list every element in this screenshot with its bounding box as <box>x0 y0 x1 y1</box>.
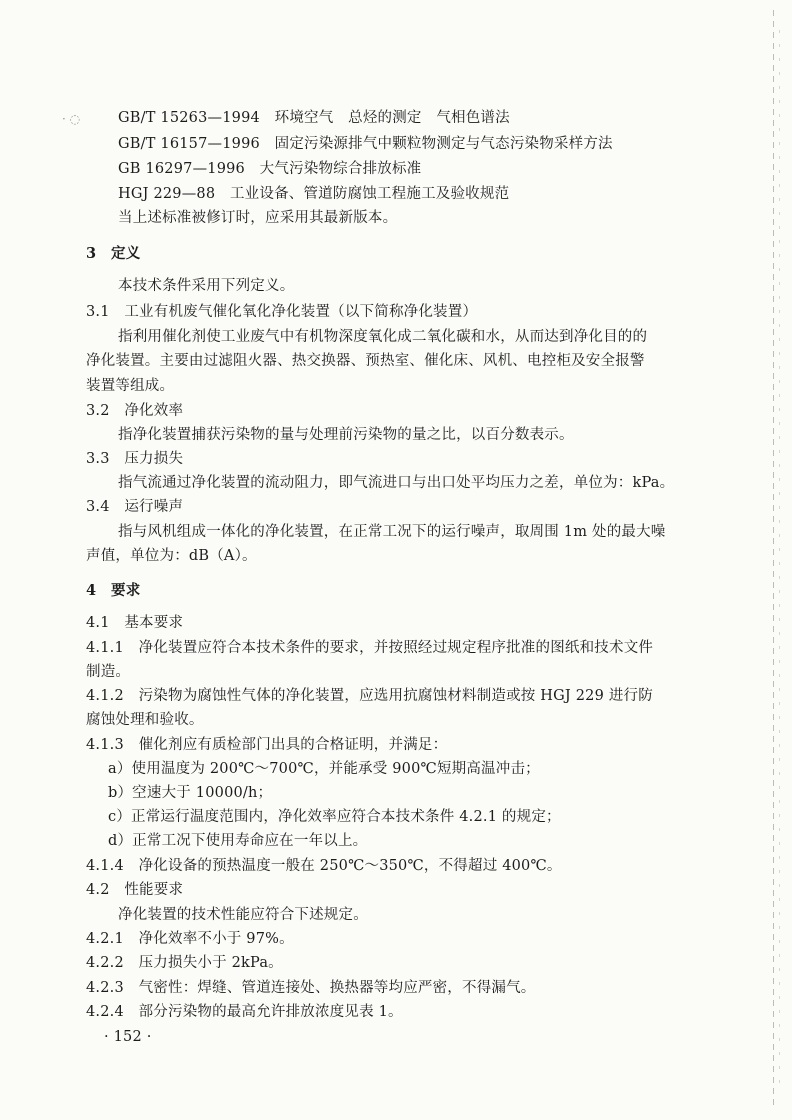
clause-4-2-3: 4.2.3 气密性：焊缝、管道连接处、换热器等均应严密，不得漏气。 <box>86 980 536 996</box>
clause-3-2-body: 指净化装置捕获污染物的量与处理前污染物的量之比，以百分数表示。 <box>118 427 574 443</box>
clause-4-1-1-line1: 4.1.1 净化装置应符合本技术条件的要求，并按照经过规定程序批准的图纸和技术文件 <box>86 640 654 656</box>
clause-4-1-2-line2: 腐蚀处理和验收。 <box>86 712 204 728</box>
clause-3-3-title: 3.3 压力损失 <box>86 451 184 467</box>
clause-3-1-body-line3: 装置等组成。 <box>86 378 175 394</box>
clause-4-1-2-line1: 4.1.2 污染物为腐蚀性气体的净化装置，应选用抗腐蚀材料制造或按 HGJ 229 进行防 <box>86 688 653 704</box>
clause-3-1-title: 3.1 工业有机废气催化氧化净化装置（以下简称净化装置） <box>86 304 478 320</box>
page-number: · 152 · <box>104 1029 152 1045</box>
clause-4-2-2: 4.2.2 压力损失小于 2kPa。 <box>86 955 283 971</box>
clause-3-3-body: 指气流通过净化装置的流动阻力，即气流进口与出口处平均压力之差，单位为：kPa。 <box>118 475 675 491</box>
scan-smudge: · ◌ <box>62 112 81 126</box>
clause-4-1-3-item-c: c）正常运行温度范围内，净化效率应符合本技术条件 4.2.1 的规定； <box>108 809 561 825</box>
ref-revision-note: 当上述标准被修订时，应采用其最新版本。 <box>118 210 398 226</box>
page-edge-mark <box>773 10 774 1110</box>
ref-gb-16297: GB 16297—1996 大气污染物综合排放标准 <box>118 161 422 177</box>
clause-4-2-1: 4.2.1 净化效率不小于 97%。 <box>86 931 294 947</box>
section-4-heading: 4 要求 <box>86 582 141 599</box>
clause-4-1-title: 4.1 基本要求 <box>86 615 184 631</box>
clause-4-2-intro: 净化装置的技术性能应符合下述规定。 <box>118 907 368 923</box>
clause-3-4-title: 3.4 运行噪声 <box>86 499 184 515</box>
section-3-heading: 3 定义 <box>86 245 141 262</box>
ref-gbt-15263: GB/T 15263—1994 环境空气 总烃的测定 气相色谱法 <box>118 110 510 126</box>
clause-3-4-body-line2: 声值，单位为：dB（A）。 <box>86 548 257 564</box>
clause-4-2-4: 4.2.4 部分污染物的最高允许排放浓度见表 1。 <box>86 1004 403 1020</box>
clause-3-1-body-line2: 净化装置。主要由过滤阻火器、热交换器、预热室、催化床、风机、电控柜及安全报警 <box>86 353 645 369</box>
ref-gbt-16157: GB/T 16157—1996 固定污染源排气中颗粒物测定与气态污染物采样方法 <box>118 136 613 152</box>
clause-4-1-3-item-a: a）使用温度为 200℃～700℃，并能承受 900℃短期高温冲击； <box>108 761 540 777</box>
clause-4-1-1-line2: 制造。 <box>86 664 131 680</box>
clause-4-1-4: 4.1.4 净化设备的预热温度一般在 250℃～350℃，不得超过 400℃。 <box>86 858 562 874</box>
clause-4-1-3-title: 4.1.3 催化剂应有质检部门出具的合格证明，并满足： <box>86 737 448 753</box>
page-edge-mark-inner <box>779 30 780 1090</box>
ref-hgj-229: HGJ 229—88 工业设备、管道防腐蚀工程施工及验收规范 <box>118 186 510 202</box>
clause-3-1-body-line1: 指利用催化剂使工业废气中有机物深度氧化成二氧化碳和水，从而达到净化目的的 <box>118 329 648 345</box>
clause-4-2-title: 4.2 性能要求 <box>86 882 184 898</box>
clause-3-4-body-line1: 指与风机组成一体化的净化装置，在正常工况下的运行噪声，取周围 1m 处的最大噪 <box>118 524 666 540</box>
clause-4-1-3-item-b: b）空速大于 10000/h； <box>108 785 273 801</box>
clause-3-2-title: 3.2 净化效率 <box>86 403 184 419</box>
clause-4-1-3-item-d: d）正常工况下使用寿命应在一年以上。 <box>108 833 368 849</box>
section-3-intro: 本技术条件采用下列定义。 <box>118 278 295 294</box>
